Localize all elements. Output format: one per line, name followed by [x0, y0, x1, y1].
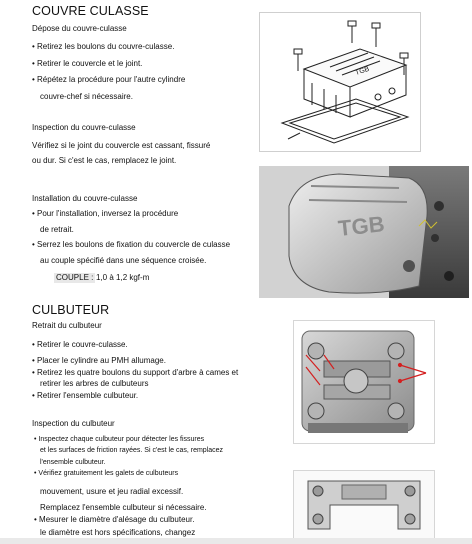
- holder-photo-figure: [293, 470, 435, 540]
- rocker-removal-heading: Retrait du culbuteur: [32, 321, 102, 330]
- installation-step-continued: au couple spécifié dans une séquence croisée.: [40, 256, 207, 265]
- rocker-photo-figure: [293, 320, 435, 444]
- installation-step-continued: de retrait.: [40, 225, 74, 234]
- rocker-inspection-text: • Inspectez chaque culbuteur pour détecter les fissures: [34, 436, 205, 443]
- rocker-inspection-text: • Mesurer le diamètre d'alésage du culbuteur.: [34, 515, 195, 524]
- rocker-inspection-text: l'ensemble culbuteur.: [40, 459, 106, 466]
- rocker-removal-step: • Placer le cylindre au PMH allumage.: [32, 356, 166, 365]
- removal-heading: Dépose du couvre-culasse: [32, 24, 127, 33]
- cylinder-head-cover-diagram: [260, 13, 420, 151]
- bolt-icon: [348, 21, 356, 43]
- rocker-removal-step: • Retirer l'ensemble culbuteur.: [32, 391, 139, 400]
- rocker-inspection-text: et les surfaces de friction rayées. Si c'est le cas, remplacez: [40, 447, 224, 454]
- rocker-inspection-text: • Vérifiez gratuitement les galets de culbuteurs: [34, 470, 179, 477]
- svg-text:TGB: TGB: [354, 65, 371, 77]
- inspection-text: Vérifiez si le joint du couvercle est cassant, fissuré: [32, 141, 211, 150]
- cover-photo-figure: [259, 166, 469, 298]
- rocker-removal-step: • Retirer le couvre-culasse.: [32, 340, 128, 349]
- rocker-inspection-heading: Inspection du culbuteur: [32, 419, 115, 428]
- torque-value: 1,0 à 1,2 kgf-m: [96, 273, 150, 282]
- rocker-inspection-text: mouvement, usure et jeu radial excessif.: [40, 487, 184, 496]
- installation-step: • Serrez les boulons de fixation du couvercle de culasse: [32, 240, 231, 249]
- cylinder-head-cover-photo: [259, 166, 469, 298]
- installation-heading: Installation du couvre-culasse: [32, 194, 138, 203]
- rocker-inspection-text: Remplacez l'ensemble culbuteur si nécessaire.: [40, 503, 207, 512]
- bolt-icon: [294, 49, 302, 71]
- camshaft-holder-photo: [294, 471, 434, 539]
- removal-step-continued: couvre-chef si nécessaire.: [40, 92, 133, 101]
- bolt-icon: [372, 23, 380, 47]
- removal-step: • Répétez la procédure pour l'autre cylindre: [32, 75, 186, 84]
- removal-step: • Retirez les boulons du couvre-culasse.: [32, 42, 175, 51]
- section-title-cover: COUVRE CULASSE: [32, 4, 149, 18]
- cover-diagram-figure: [259, 12, 421, 152]
- rocker-removal-step-continued: retirer les arbres de culbuteurs: [40, 379, 149, 388]
- rocker-inspection-text: le diamètre est hors spécifications, changez: [40, 528, 196, 537]
- inspection-text: ou dur. Si c'est le cas, remplacez le joint.: [32, 156, 177, 165]
- page-bottom-strip: [0, 538, 472, 544]
- rocker-removal-step: • Retirez les quatre boulons du support d'arbre à cames et: [32, 368, 239, 377]
- rocker-arm-assembly-photo: [294, 321, 434, 443]
- svg-text:TGB: TGB: [336, 211, 386, 241]
- section-title-rocker: CULBUTEUR: [32, 303, 110, 317]
- inspection-heading: Inspection du couvre-culasse: [32, 123, 136, 132]
- torque-label: COUPLE :: [56, 273, 94, 282]
- removal-step: • Retirer le couvercle et le joint.: [32, 59, 143, 68]
- installation-step: • Pour l'installation, inversez la procédure: [32, 209, 179, 218]
